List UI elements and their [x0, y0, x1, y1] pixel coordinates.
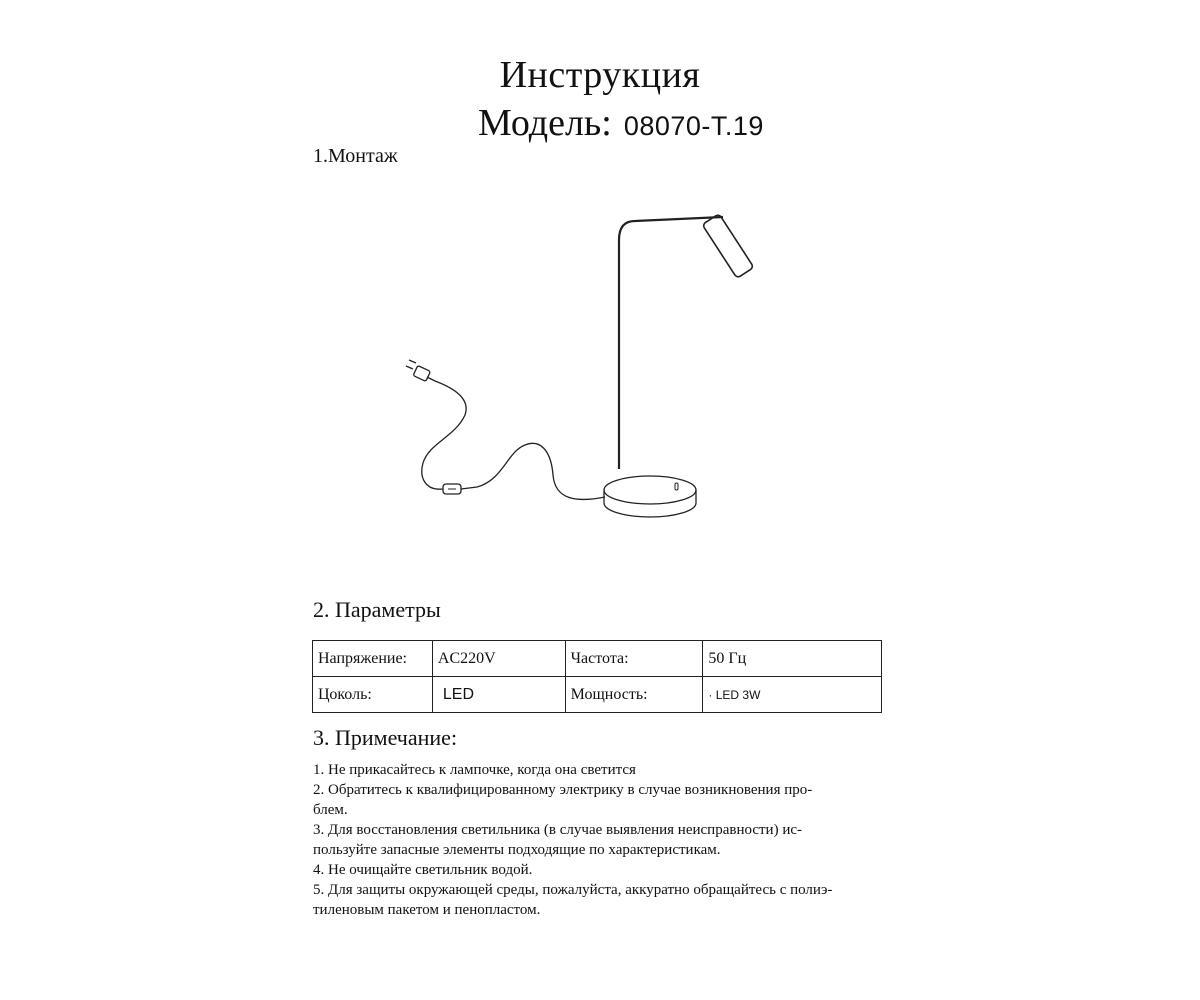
frequency-value: 50 Гц	[703, 641, 882, 677]
document-title: Инструкция	[499, 54, 701, 96]
note-line: 5. Для защиты окружающей среды, пожалуйста, аккуратно обращайтесь с полиэ-	[313, 882, 833, 898]
socket-value: LED	[432, 677, 565, 713]
note-line: 3. Для восстановления светильника (в случае выявления неисправности) ис-	[313, 822, 803, 838]
lamp-stand	[619, 217, 723, 469]
table-row	[313, 641, 882, 677]
power-cord	[461, 443, 605, 499]
voltage-label: Напряжение:	[313, 641, 433, 677]
plug	[406, 360, 430, 381]
lamp-drawing	[395, 205, 795, 525]
lamp-head	[702, 214, 754, 279]
lamp-base	[604, 476, 696, 517]
voltage-value: AC220V	[432, 641, 565, 677]
table-row	[313, 677, 882, 713]
section-heading-parameters: 2. Параметры	[313, 597, 441, 622]
power-label: Мощность:	[565, 677, 703, 713]
section-heading-notes: 3. Примечание:	[313, 725, 458, 750]
frequency-label: Частота:	[565, 641, 703, 677]
socket-label: Цоколь:	[313, 677, 433, 713]
section-heading-mounting: 1.Монтаж	[313, 145, 398, 167]
power-value: · LED 3W	[703, 677, 882, 713]
model-label: Модель:	[478, 102, 612, 144]
note-line: 4. Не очищайте светильник водой.	[313, 862, 533, 878]
notes-list	[313, 760, 873, 920]
model-line	[478, 100, 764, 149]
model-code: 08070-T.19	[623, 111, 764, 141]
note-line: пользуйте запасные элементы подходящие по характеристикам.	[313, 842, 721, 858]
note-line: 2. Обратитесь к квалифицированному электрику в случае возникновения про-	[313, 782, 813, 798]
note-line: 1. Не прикасайтесь к лампочке, когда она светится	[313, 762, 636, 778]
note-line: блем.	[313, 802, 348, 818]
note-line: тиленовым пакетом и пенопластом.	[313, 902, 541, 918]
parameters-table	[312, 640, 882, 713]
